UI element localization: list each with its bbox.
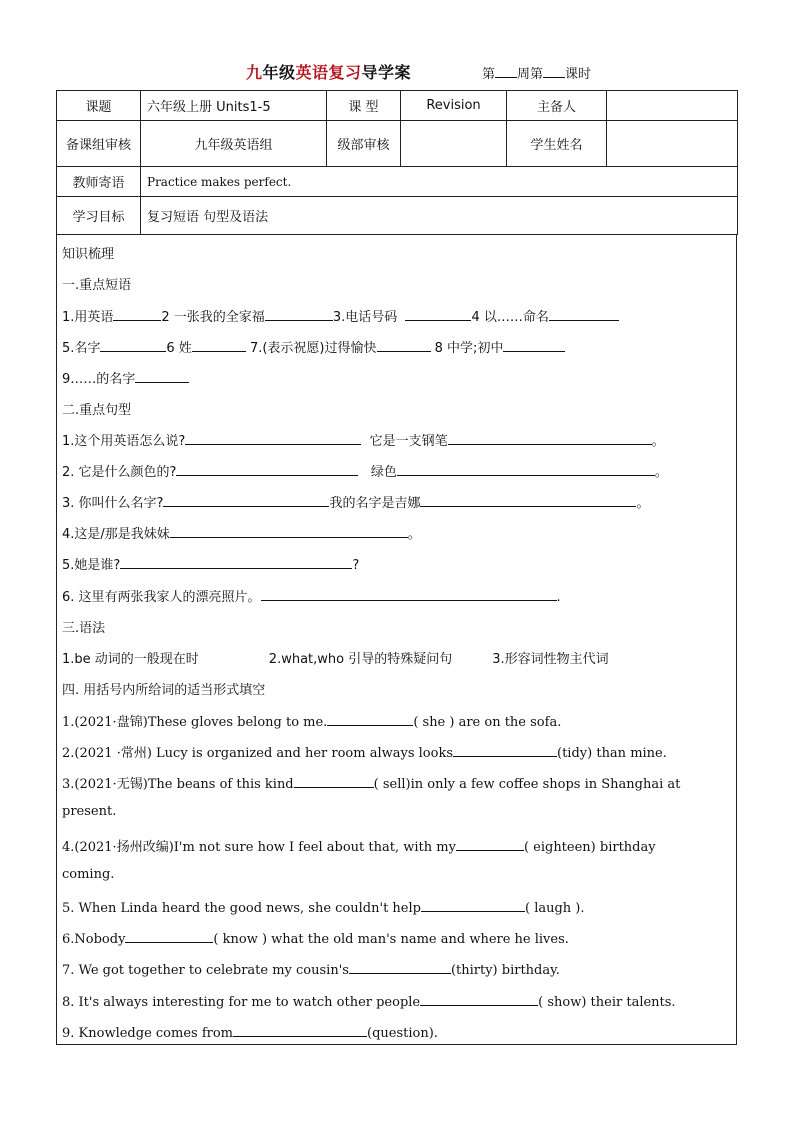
- exercise-q1-text: 1.(2021·盘锦)These gloves belong to me.: [62, 715, 328, 730]
- answer-blank[interactable]: [135, 369, 189, 383]
- header-row-4: [57, 197, 738, 235]
- exercise-q7: [62, 960, 560, 978]
- sentence-5-q: 5.她是谁?: [62, 558, 121, 573]
- exercise-q2: [62, 742, 667, 761]
- answer-blank[interactable]: [420, 992, 538, 1006]
- header-table: [56, 90, 738, 235]
- document-title-row: [0, 60, 794, 84]
- exercise-q9: [62, 1023, 438, 1041]
- answer-blank[interactable]: [420, 493, 636, 507]
- exercise-q4: [62, 836, 656, 855]
- answer-blank[interactable]: [397, 462, 655, 476]
- phrase-8: 8 中学;初中: [434, 341, 504, 356]
- grammar-point-1: 1.be 动词的一般现在时: [62, 652, 199, 667]
- sentence-3-a: 我的名字是吉娜: [329, 496, 421, 511]
- week-blank[interactable]: [495, 65, 517, 78]
- phrases-line-2: [62, 337, 565, 356]
- phrase-9: 9……的名字: [62, 372, 136, 387]
- question-mark: ?: [352, 558, 360, 573]
- exercise-q1: [62, 711, 561, 730]
- exercise-q8: [62, 992, 676, 1010]
- exercise-q3-text: 3.(2021·无锡)The beans of this kind: [62, 777, 294, 792]
- sentences-heading: 二.重点句型: [62, 403, 132, 418]
- answer-blank[interactable]: [170, 524, 408, 538]
- answer-blank[interactable]: [233, 1023, 367, 1037]
- answer-blank[interactable]: [100, 338, 166, 352]
- sentence-5: [62, 554, 359, 573]
- answer-blank[interactable]: [327, 712, 413, 726]
- lesson-blank[interactable]: [543, 65, 565, 78]
- preparer-label: 主备人: [507, 91, 607, 121]
- answer-blank[interactable]: [421, 898, 525, 912]
- answer-blank[interactable]: [456, 837, 524, 851]
- exercise-q3-cont: present.: [62, 804, 117, 819]
- teacher-message-value: Practice makes perfect.: [141, 167, 738, 197]
- exercise-q6-text: 6.Nobody: [62, 932, 126, 947]
- sentence-1-a: 它是一支钢笔: [369, 434, 448, 449]
- phrases-heading: 一.重点短语: [62, 278, 132, 293]
- answer-blank[interactable]: [125, 929, 213, 943]
- phrase-1: 1.用英语: [62, 310, 114, 325]
- learning-goal-value: 复习短语 句型及语法: [141, 197, 738, 235]
- period-mark: 。: [654, 465, 668, 480]
- exercise-q5: [62, 898, 585, 916]
- phrases-line-3: [62, 368, 189, 387]
- dot-mark: .: [556, 590, 561, 605]
- sentence-2-q: 2. 它是什么颜色的?: [62, 465, 177, 480]
- grammar-heading: 三.语法: [62, 621, 106, 636]
- answer-blank[interactable]: [405, 307, 471, 321]
- phrase-2: 2 一张我的全家福: [161, 310, 265, 325]
- sentence-2: [62, 461, 668, 480]
- answer-blank[interactable]: [113, 307, 161, 321]
- phrase-7: 7.(表示祝愿)过得愉快: [249, 341, 377, 356]
- topic-value: 六年级上册 Units1-5: [141, 91, 327, 121]
- sentence-4-q: 4.这是/那是我妹妹: [62, 527, 170, 542]
- grade-review-label: 级部审核: [327, 121, 401, 167]
- answer-blank[interactable]: [294, 774, 374, 788]
- week-prefix: 第: [482, 67, 496, 82]
- answer-blank[interactable]: [261, 587, 557, 601]
- lesson-suffix: 课时: [565, 67, 592, 82]
- phrase-3: 3.电话号码: [332, 310, 398, 325]
- exercise-q4-cont: coming.: [62, 867, 115, 882]
- answer-blank[interactable]: [163, 493, 329, 507]
- answer-blank[interactable]: [377, 338, 431, 352]
- sentence-4: [62, 523, 421, 542]
- section-title: 知识梳理: [62, 247, 115, 262]
- group-review-label: 备课组审核: [57, 121, 141, 167]
- title-part-red-1: 九: [246, 63, 263, 82]
- exercise-q9-hint: (question).: [367, 1026, 438, 1041]
- grammar-points: [62, 648, 609, 667]
- answer-blank[interactable]: [503, 338, 565, 352]
- exercise-q7-text: 7. We got together to celebrate my cousin's: [62, 963, 349, 978]
- answer-blank[interactable]: [448, 431, 652, 445]
- answer-blank[interactable]: [192, 338, 246, 352]
- exercise-q3: [62, 773, 680, 792]
- week-lesson-label: [482, 63, 591, 82]
- period-mark: 。: [636, 496, 650, 511]
- header-row-3: [57, 167, 738, 197]
- exercise-q2-text: 2.(2021 ·常州) Lucy is organized and her room always looks: [62, 746, 454, 761]
- topic-label: 课题: [57, 91, 141, 121]
- grammar-point-3: 3.形容词性物主代词: [492, 652, 609, 667]
- exercise-q5-hint: ( laugh ).: [524, 901, 585, 916]
- answer-blank[interactable]: [120, 555, 352, 569]
- lesson-type-label: 课 型: [327, 91, 401, 121]
- answer-blank[interactable]: [265, 307, 333, 321]
- title-part-2: 年级: [262, 63, 296, 82]
- phrase-6: 6 姓: [166, 341, 192, 356]
- answer-blank[interactable]: [185, 431, 361, 445]
- grade-review-value[interactable]: [401, 121, 507, 167]
- exercise-heading: 四. 用括号内所给词的适当形式填空: [62, 683, 266, 698]
- lesson-type-value: Revision: [401, 91, 507, 121]
- sentence-6: [62, 586, 561, 605]
- period-mark: 。: [651, 434, 665, 449]
- title-part-4: 导学案: [361, 63, 412, 82]
- title-part-red-2: 英语复习: [295, 63, 362, 82]
- period-mark: 。: [407, 527, 421, 542]
- week-middle: 周第: [517, 67, 544, 82]
- document-title: [246, 60, 411, 83]
- answer-blank[interactable]: [349, 960, 451, 974]
- exercise-q4-text: 4.(2021·扬州改编)I'm not sure how I feel about that, with my: [62, 840, 456, 855]
- phrases-line-1: [62, 306, 619, 325]
- grammar-point-2: 2.what,who 引导的特殊疑问句: [268, 652, 453, 667]
- exercise-q5-text: 5. When Linda heard the good news, she couldn't help: [62, 901, 421, 916]
- preparer-value[interactable]: [607, 91, 738, 121]
- student-name-label: 学生姓名: [507, 121, 607, 167]
- phrase-5: 5.名字: [62, 341, 101, 356]
- sentence-1: [62, 430, 665, 449]
- sentence-1-q: 1.这个用英语怎么说?: [62, 434, 186, 449]
- answer-blank[interactable]: [453, 743, 557, 757]
- student-name-value[interactable]: [607, 121, 738, 167]
- header-row-1: [57, 91, 738, 121]
- exercise-q7-hint: (thirty) birthday.: [450, 963, 560, 978]
- teacher-message-label: 教师寄语: [57, 167, 141, 197]
- answer-blank[interactable]: [549, 307, 619, 321]
- exercise-q6: [62, 929, 569, 947]
- answer-blank[interactable]: [176, 462, 358, 476]
- group-review-value: 九年级英语组: [141, 121, 327, 167]
- exercise-q8-text: 8. It's always interesting for me to watch other people: [62, 995, 421, 1010]
- exercise-q4-hint: ( eighteen) birthday: [523, 840, 656, 855]
- learning-goal-label: 学习目标: [57, 197, 141, 235]
- sentence-2-a: 绿色: [370, 465, 397, 480]
- exercise-q6-hint: ( know ) what the old man's name and where he lives.: [213, 932, 569, 947]
- sentence-3: [62, 492, 649, 511]
- sentence-3-q: 3. 你叫什么名字?: [62, 496, 164, 511]
- exercise-q8-hint: ( show) their talents.: [538, 995, 676, 1010]
- sentence-6-q: 6. 这里有两张我家人的漂亮照片。: [62, 590, 261, 605]
- exercise-q9-text: 9. Knowledge comes from: [62, 1026, 234, 1041]
- header-row-2: [57, 121, 738, 167]
- exercise-q1-hint: ( she ) are on the sofa.: [413, 715, 562, 730]
- phrase-4: 4 以……命名: [471, 310, 549, 325]
- exercise-q3-hint: ( sell)in only a few coffee shops in Shanghai at: [373, 777, 681, 792]
- exercise-q2-hint: (tidy) than mine.: [557, 746, 667, 761]
